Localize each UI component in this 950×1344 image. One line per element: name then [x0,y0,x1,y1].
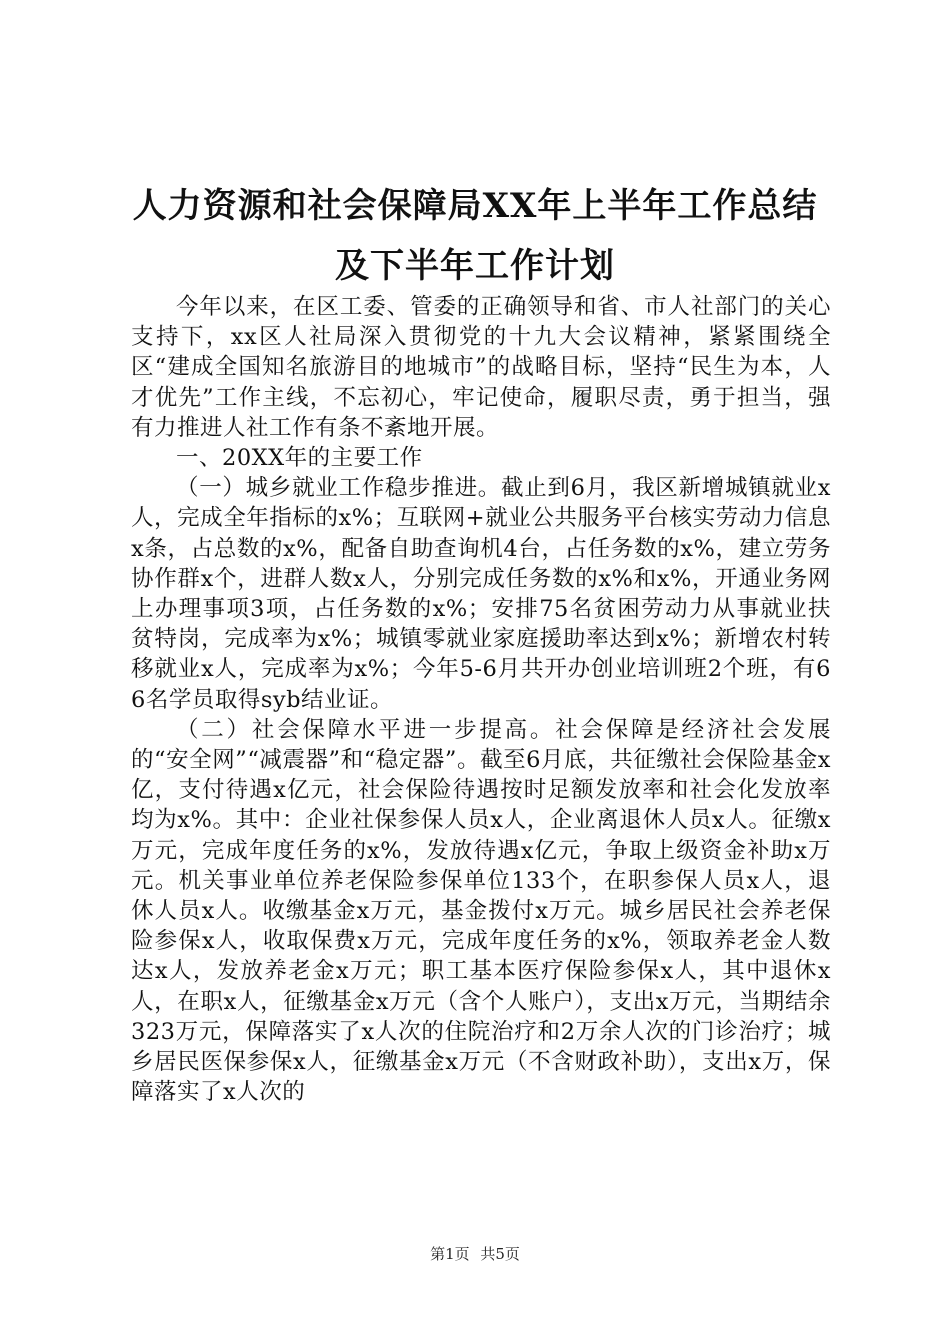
employment-paragraph: （一）城乡就业工作稳步推进。截止到6月，我区新增城镇就业x人，完成全年指标的x%；互联网+就业公共服务平台核实劳动力信息x条，占总数的x%，配备自助查询机4台，占任务数的x%，建立劳务协作群x个，进群人数x人，分别完成任务数的x%和x%，开通业务网上办理事项3项，占任务数的x%；安排75名贫困劳动力从事就业扶贫特岗，完成率为x%；城镇零就业家庭援助率达到x%；新增农村转移就业x人，完成率为x%；今年5-6月共开办创业培训班2个班，有66名学员取得syb结业证。 [131,475,831,713]
title-line-1: 人力资源和社会保障局XX年上半年工作总结 [132,186,818,226]
page-number-total: 共5页 [480,1245,520,1263]
document-title [120,176,830,296]
document-body [131,292,831,1107]
page-number-current: 第1页 [430,1245,470,1263]
title-line-2: 及下半年工作计划 [335,246,615,286]
social-security-paragraph: （二）社会保障水平进一步提高。社会保障是经济社会发展的“安全网”“减震器”和“稳定器”。截至6月底，共征缴社会保险基金x亿，支付待遇x亿元，社会保险待遇按时足额发放率和社会化发放率均为x%。其中：企业社保参保人员x人，企业离退休人员x人。征缴x万元，完成年度任务的x%，发放待遇x亿元，争取上级资金补助x万元。机关事业单位养老保险参保单位133个，在职参保人员x人，退休人员x人。收缴基金x万元，基金拨付x万元。城乡居民社会养老保险参保x人，收取保费x万元，完成年度任务的x%，领取养老金人数达x人，发放养老金x万元；职工基本医疗保险参保x人，其中退休x人，在职x人，征缴基金x万元（含个人账户），支出x万元，当期结余323万元，保障落实了x人次的住院治疗和2万余人次的门诊治疗；城乡居民医保参保x人，征缴基金x万元（不含财政补助），支出x万，保障落实了x人次的 [131,716,831,1106]
section-heading: 一、20XX年的主要工作 [176,445,423,472]
intro-paragraph: 今年以来，在区工委、管委的正确领导和省、市人社部门的关心支持下，xx区人社局深入贯彻党的十九大会议精神，紧紧围绕全区“建成全国知名旅游目的地城市”的战略目标，坚持“民生为本，人才优先”工作主线，不忘初心，牢记使命，履职尽责，勇于担当，强有力推进人社工作有条不紊地开展。 [131,294,831,441]
page-footer [0,1243,950,1264]
